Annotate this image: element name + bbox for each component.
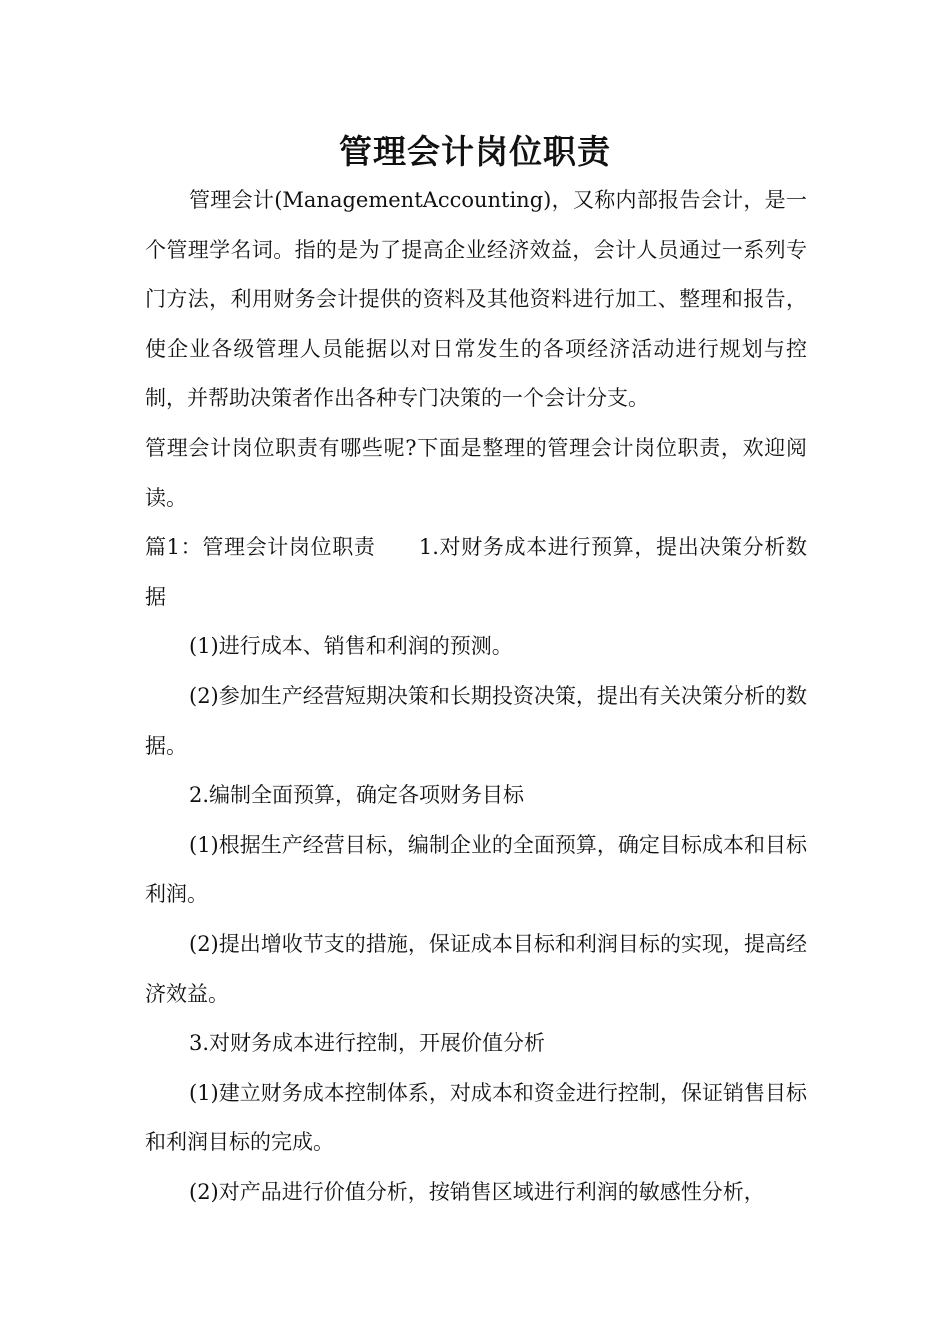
paragraph: 管理会计(ManagementAccounting)，又称内部报告会计，是一个管理学名词。指的是为了提高企业经济效益，会计人员通过一系列专门方法，利用财务会计提供的资料及其他资料进行加工、整理和报告，使企业各级管理人员能据以对日常发生的各项经济活动进行规划与控制，并帮助决策者作出各种专门决策的一个会计分支。 — [145, 188, 807, 411]
paragraph: (2)对产品进行价值分析，按销售区域进行利润的敏感性分析， — [189, 1179, 765, 1204]
document-title: 管理会计岗位职责 — [339, 132, 611, 171]
paragraph: (1)建立财务成本控制体系，对成本和资金进行控制，保证销售目标和利润目标的完成。 — [145, 1080, 807, 1155]
paragraph: (2)参加生产经营短期决策和长期投资决策，提出有关决策分析的数据。 — [145, 683, 807, 758]
paragraph: (2)提出增收节支的措施，保证成本目标和利润目标的实现，提高经济效益。 — [145, 931, 807, 1006]
paragraph: (1)根据生产经营目标，编制企业的全面预算，确定目标成本和目标利润。 — [145, 832, 807, 907]
paragraph: 2.编制全面预算，确定各项财务目标 — [189, 783, 525, 808]
paragraph: 3.对财务成本进行控制，开展价值分析 — [189, 1031, 546, 1056]
paragraph: 篇1：管理会计岗位职责 1.对财务成本进行预算，提出决策分析数据 — [145, 535, 807, 609]
document-body — [145, 176, 807, 1217]
paragraph: 管理会计岗位职责有哪些呢?下面是整理的管理会计岗位职责，欢迎阅读。 — [145, 435, 807, 510]
paragraph: (1)进行成本、销售和利润的预测。 — [189, 634, 513, 659]
